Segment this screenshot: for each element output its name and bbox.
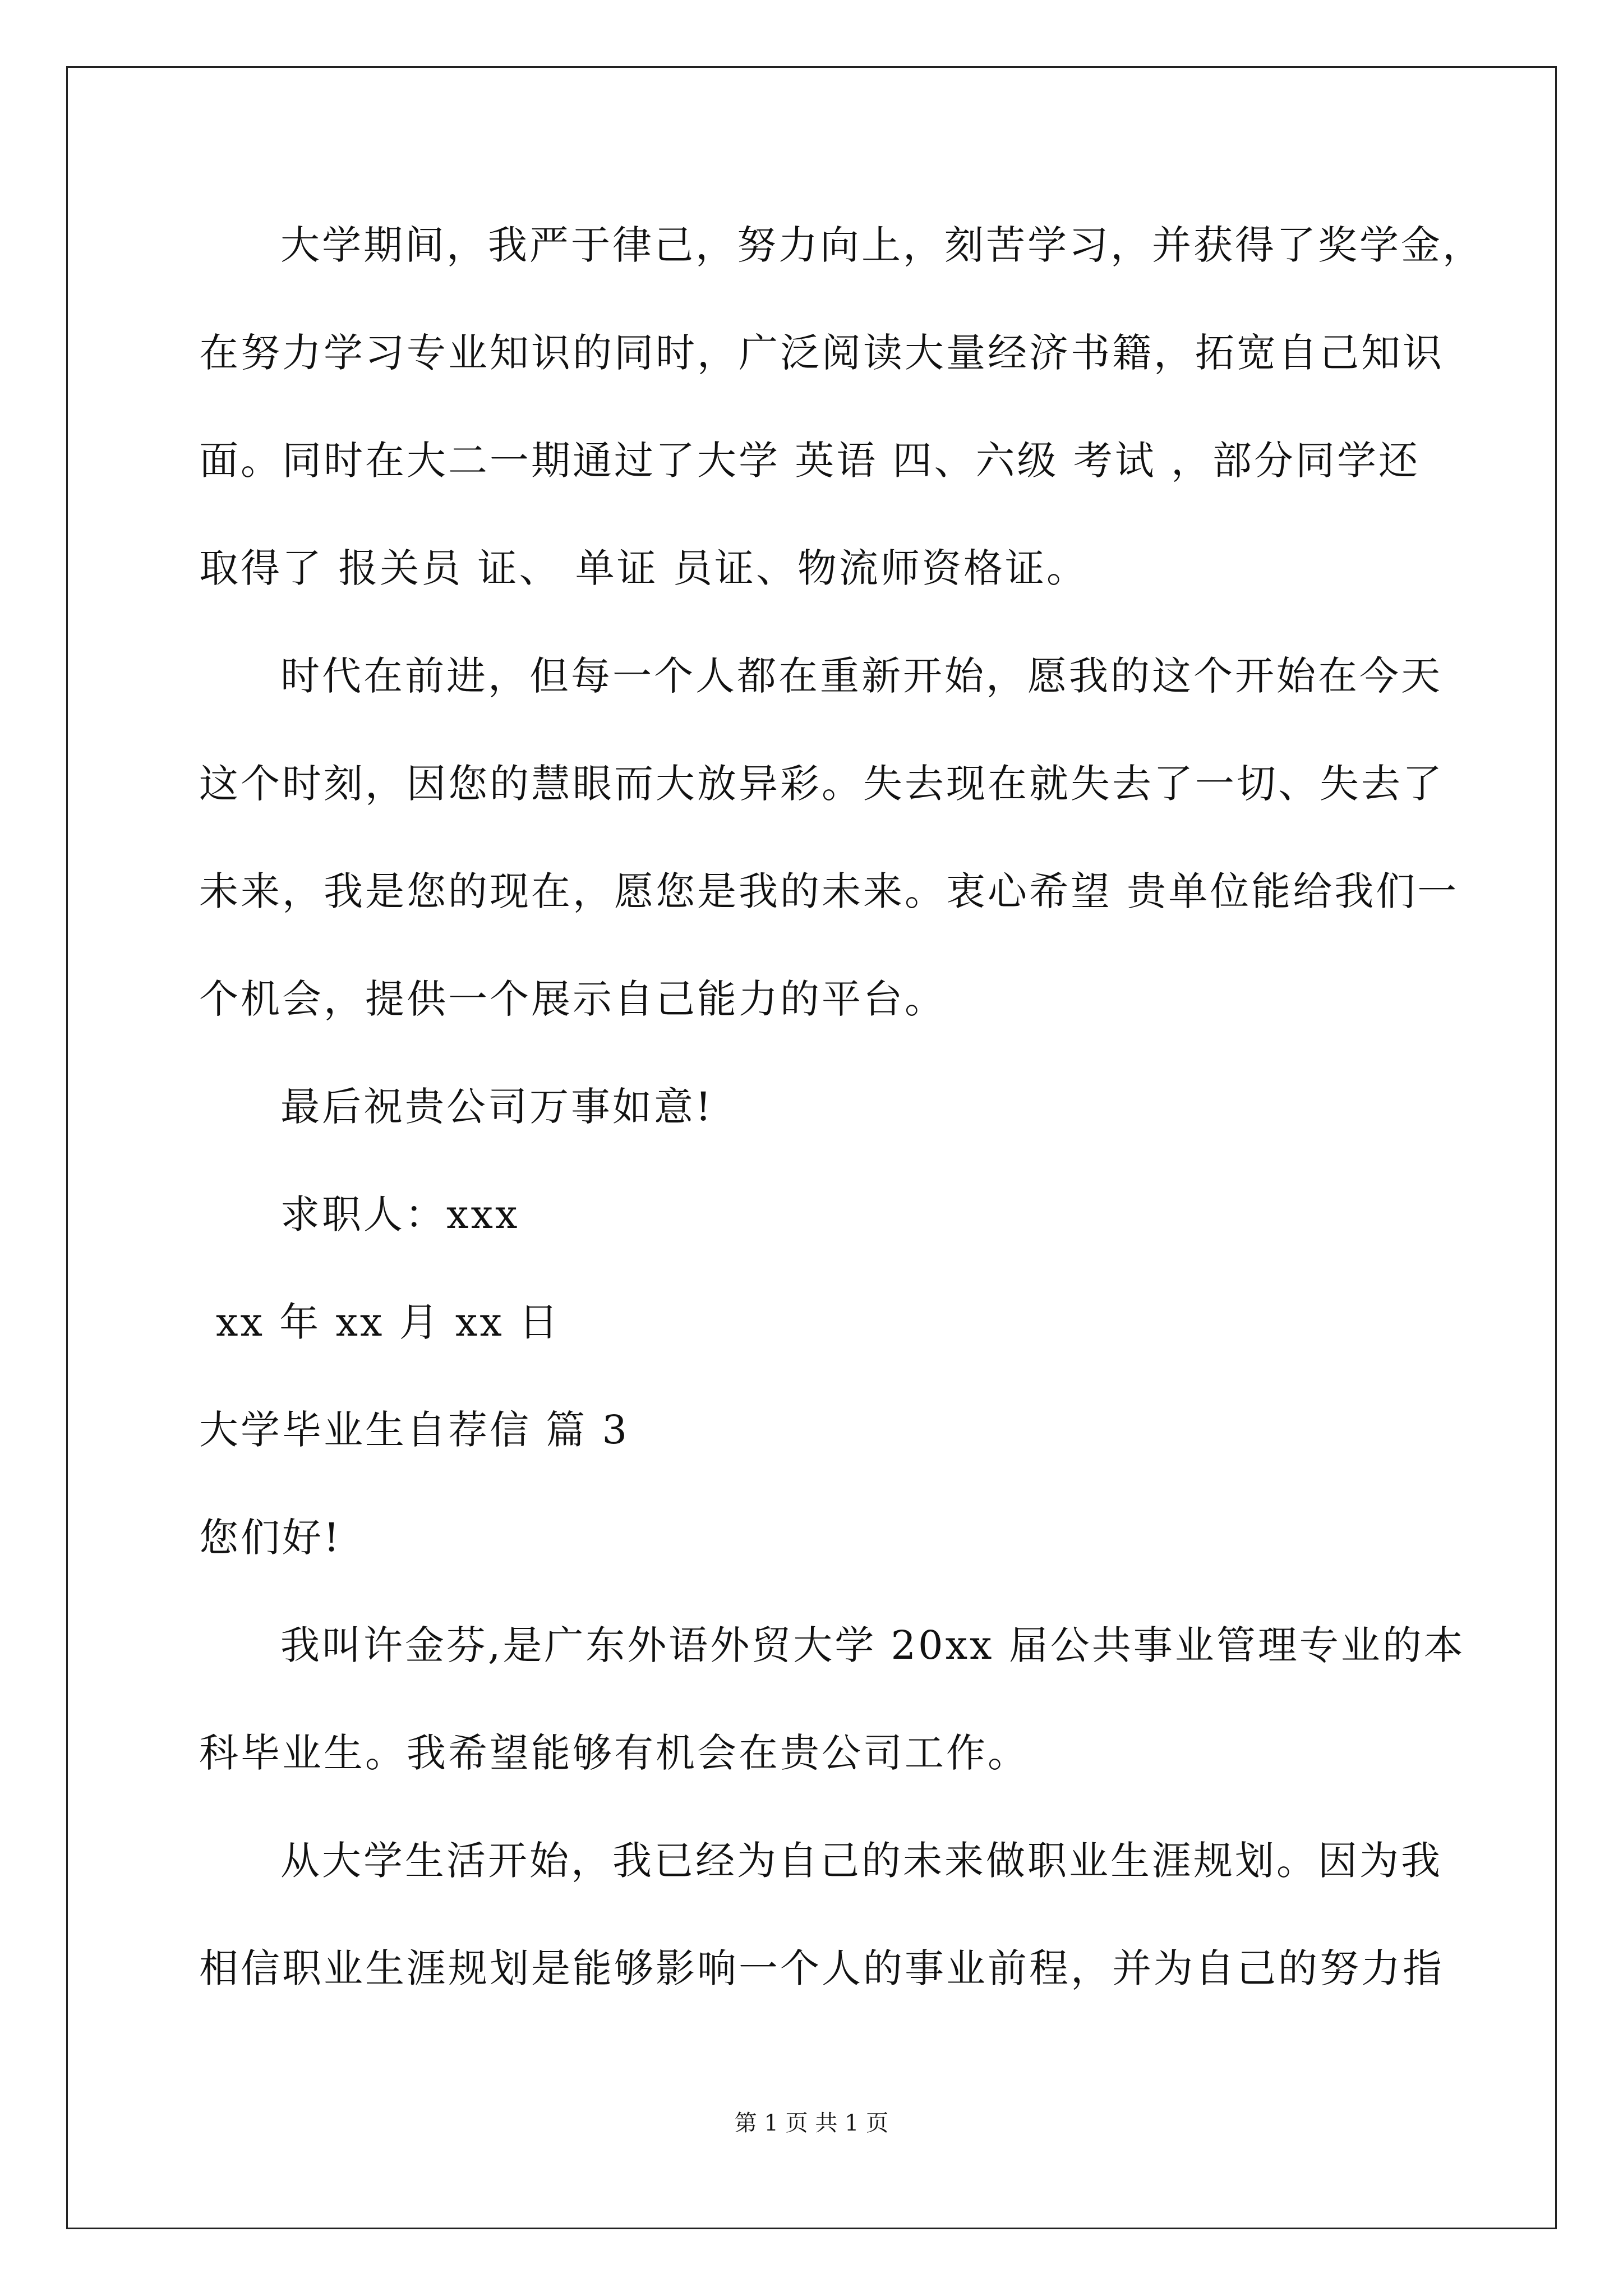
paragraph-line: 科毕业生。我希望能够有机会在贵公司工作。 bbox=[199, 1730, 1029, 1776]
paragraph-line: 这个时刻，因您的慧眼而大放异彩。失去现在就失去了一切、失去了 bbox=[199, 761, 1444, 807]
page-footer: 第 1 页 共 1 页 bbox=[734, 2110, 889, 2136]
paragraph-line: 在努力学习专业知识的同时，广泛阅读大量经济书籍，拓宽自己知识 bbox=[199, 330, 1444, 376]
salutation: 您们好! bbox=[199, 1515, 342, 1561]
applicant-signature: 求职人：xxx bbox=[280, 1191, 520, 1237]
paragraph-line: 大学期间，我严于律己，努力向上，刻苦学习，并获得了奖学金， bbox=[280, 222, 1484, 268]
paragraph-line: 个机会，提供一个展示自己能力的平台。 bbox=[199, 976, 946, 1022]
paragraph-line: 面。同时在大二一期通过了大学 英语 四、六级 考试 ，部分同学还 bbox=[199, 438, 1421, 484]
closing-wish: 最后祝贵公司万事如意! bbox=[280, 1084, 714, 1130]
page-frame bbox=[66, 66, 1557, 2229]
paragraph-line: 从大学生活开始，我已经为自己的未来做职业生涯规划。因为我 bbox=[280, 1838, 1442, 1884]
paragraph-line: 相信职业生涯规划是能够影响一个人的事业前程，并为自己的努力指 bbox=[199, 1945, 1444, 1991]
paragraph-line: 时代在前进，但每一个人都在重新开始，愿我的这个开始在今天 bbox=[280, 653, 1442, 699]
paragraph-line: 我叫许金芬,是广东外语外贸大学 20xx 届公共事业管理专业的本 bbox=[280, 1622, 1465, 1668]
paragraph-line: 未来，我是您的现在，愿您是我的未来。衷心希望 贵单位能给我们一 bbox=[199, 868, 1459, 914]
letter-date: xx 年 xx 月 xx 日 bbox=[216, 1299, 561, 1345]
section-title: 大学毕业生自荐信 篇 3 bbox=[199, 1407, 630, 1453]
paragraph-line: 取得了 报关员 证、 单证 员证、物流师资格证。 bbox=[199, 545, 1089, 591]
